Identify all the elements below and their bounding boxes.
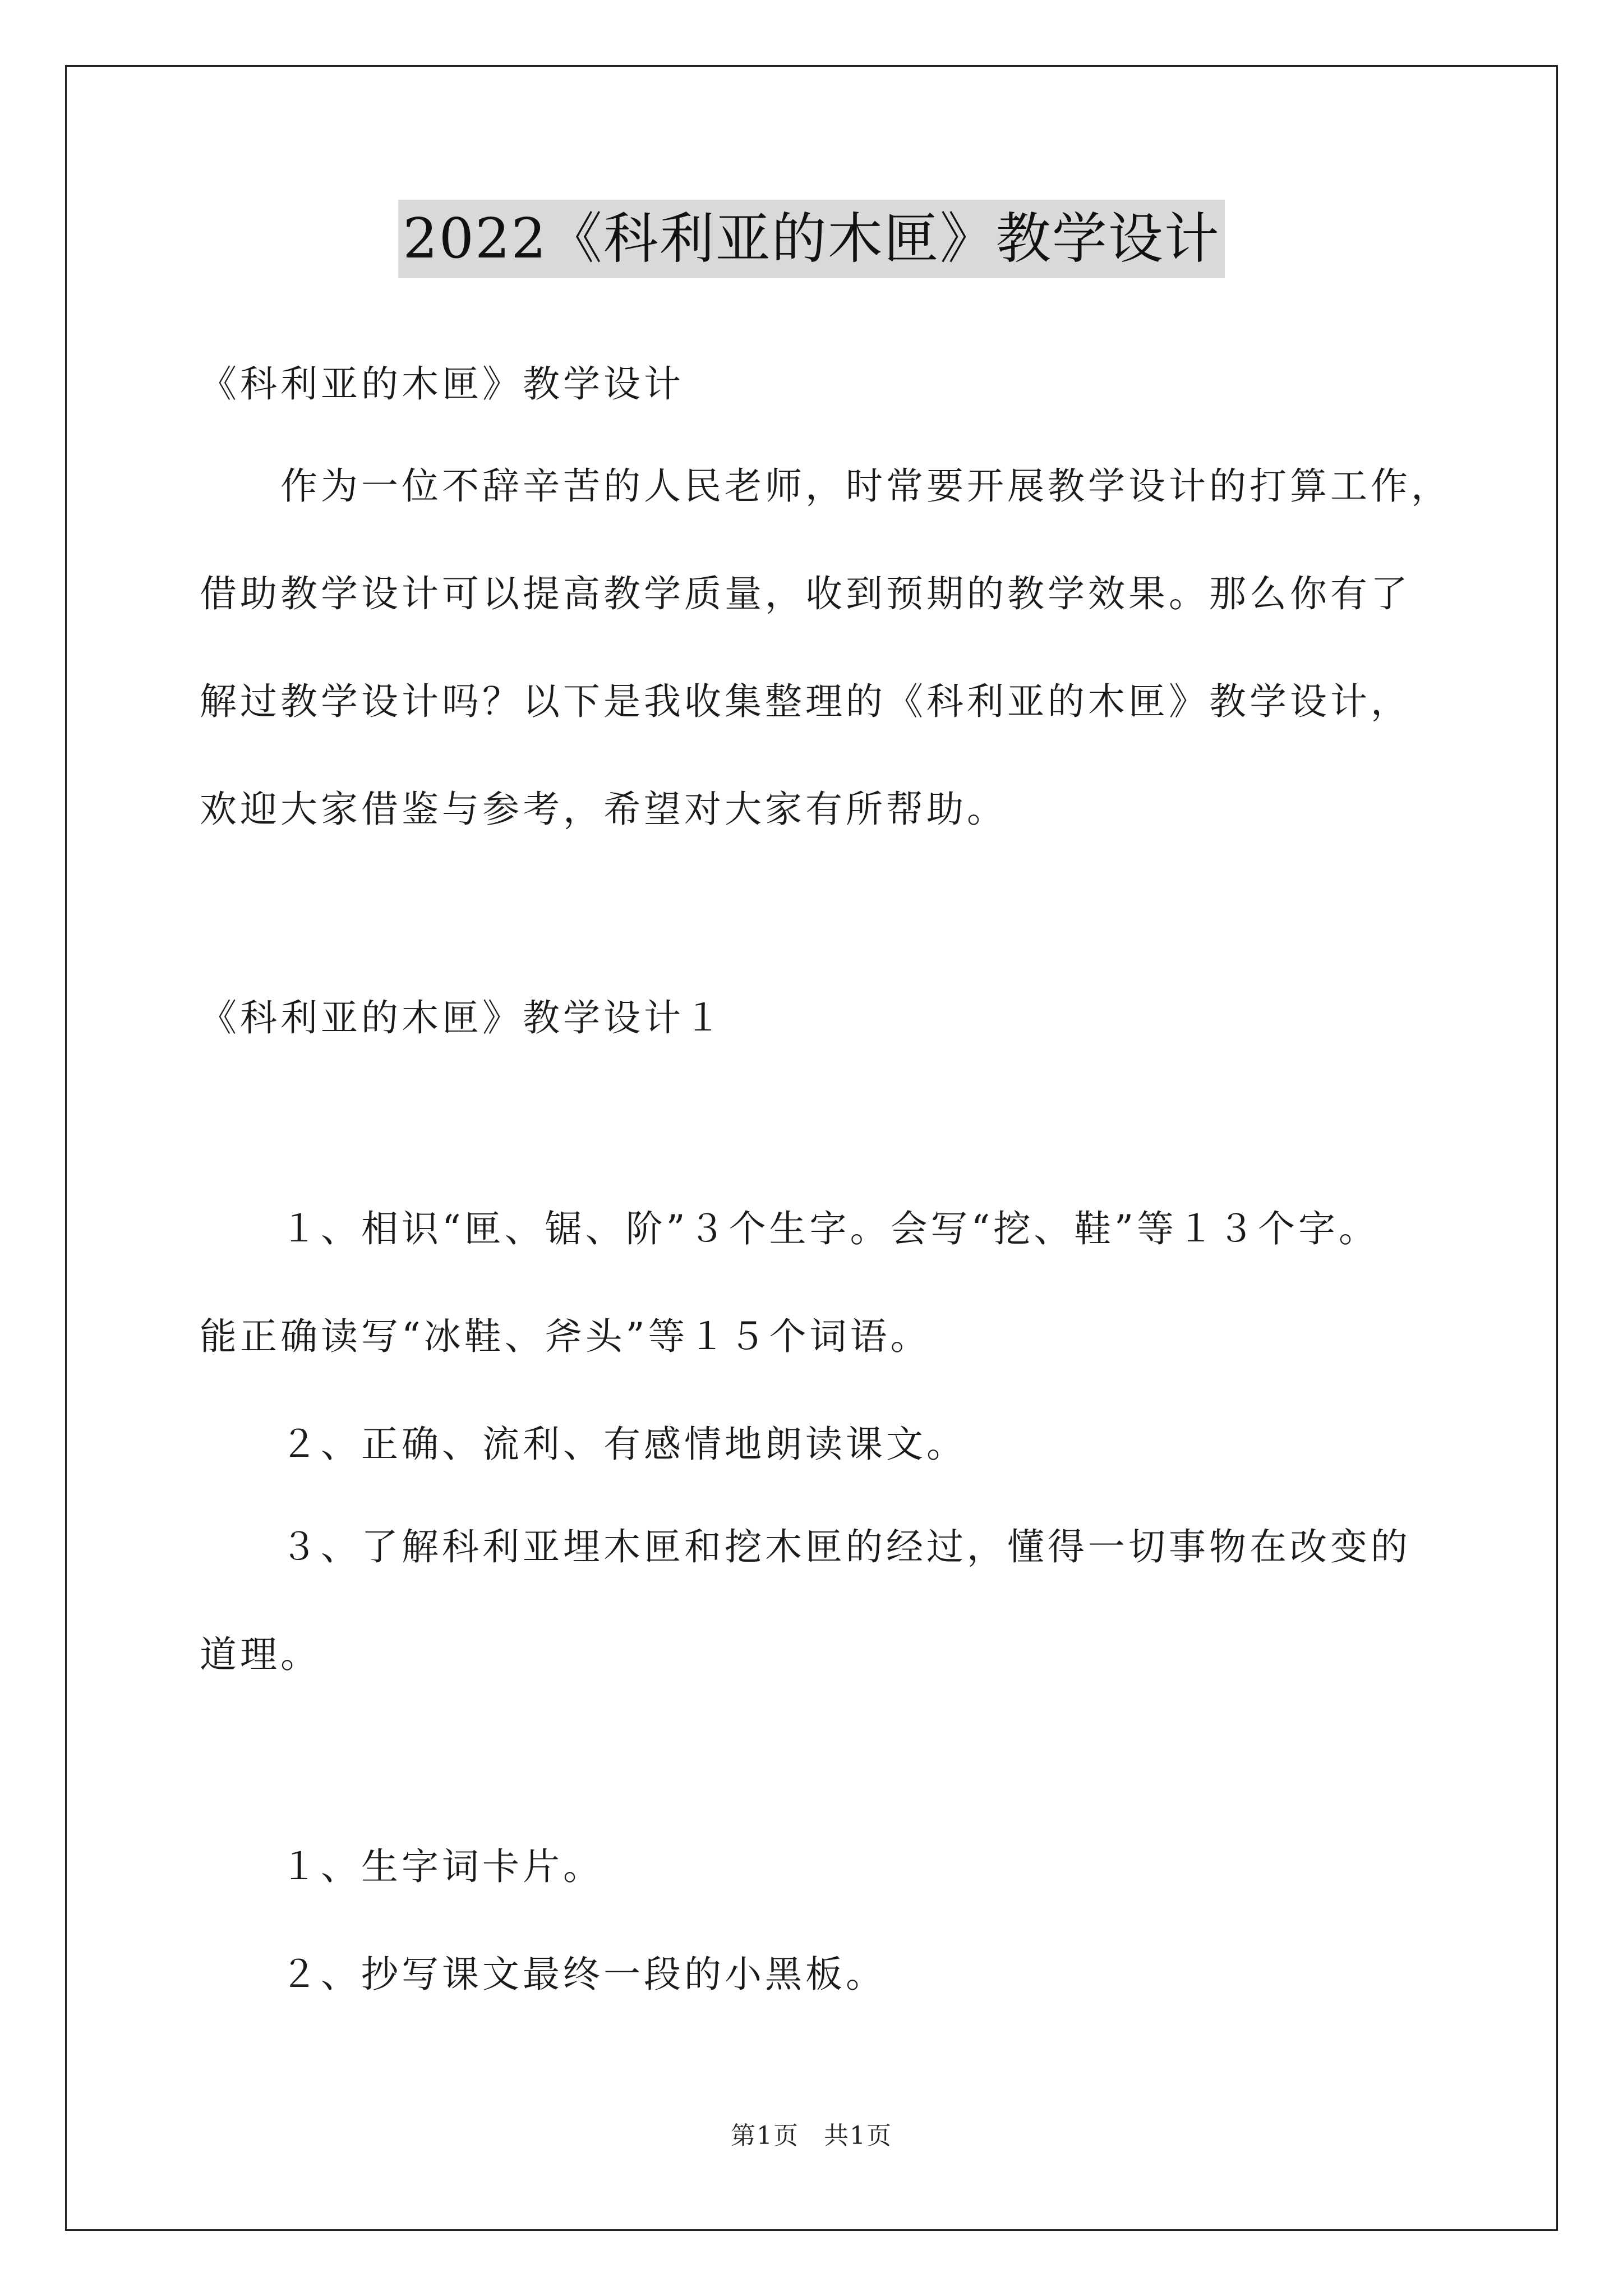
intro-line-2: 借助教学设计可以提高教学质量，收到预期的教学效果。那么你有了 (200, 572, 1411, 615)
goal-line-3: ２、正确、流利、有感情地朗读课文。 (280, 1423, 967, 1466)
goal-line-1: １、相识“匣、锯、阶”３个生字。会写“挖、鞋”等１３个字。 (280, 1207, 1379, 1250)
intro-line-1: 作为一位不辞辛苦的人民老师，时常要开展教学设计的打算工作， (280, 464, 1451, 508)
page-number: 第1页 (731, 2122, 799, 2150)
section-heading: 《科利亚的木匣》教学设计１ (200, 996, 725, 1039)
title-container (0, 200, 1623, 278)
page-footer (0, 2119, 1623, 2153)
document-title: 2022《科利亚的木匣》教学设计 (398, 200, 1224, 278)
goal-line-4: ３、了解科利亚埋木匣和挖木匣的经过，懂得一切事物在改变的 (280, 1525, 1411, 1568)
goal-line-5: 道理。 (200, 1633, 321, 1676)
intro-line-3: 解过教学设计吗？以下是我收集整理的《科利亚的木匣》教学设计， (200, 680, 1411, 723)
prep-line-2: ２、抄写课文最终一段的小黑板。 (280, 1953, 886, 1996)
goal-line-2: 能正确读写“冰鞋、斧头”等１５个词语。 (200, 1315, 931, 1358)
page-total: 共1页 (824, 2122, 892, 2150)
document-subtitle: 《科利亚的木匣》教学设计 (200, 362, 684, 406)
prep-line-1: １、生字词卡片。 (280, 1845, 603, 1888)
intro-line-4: 欢迎大家借鉴与参考，希望对大家有所帮助。 (200, 788, 1007, 831)
